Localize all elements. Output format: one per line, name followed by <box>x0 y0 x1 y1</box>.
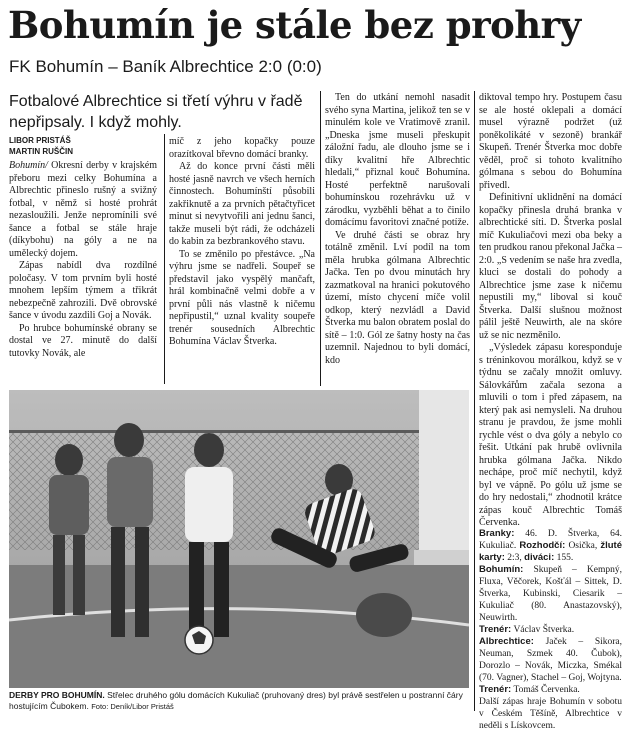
paragraph: „Výsledek zápasu koresponduje s tréninkovou morálkou, když se v týdnu se začaly množit omluvy. Sálovkářům začala sezona a mluvili o tom i před zápasem, na který pak asi nemysleli. Na druhou stranu je pravdou, že jsme mohli rychle vést o dva góly a nebylo co řešit. Utkání pak hrubě ovlivnila hrubka gólmana Jačka. Nikdo nechápe, proč míč nechytil, když byl ve vápně. Po gólu už jsme se do hry nedostali,“ zhodnotil krátce zápas kouč Albrechtic Tomáš Červenka. <box>479 342 622 528</box>
paragraph: Zápas nabídl dva rozdílné poločasy. V tom prvním byli hosté mnohem lepším týmem a třikrát nebezpečně zahrozili. Dvě obrovské šance v úvodu zazdili Goj a Novák. <box>9 260 157 321</box>
article-column-3 <box>325 92 470 367</box>
paragraph: diktoval tempo hry. Postupem času se ale hosté oklepali a domácí musel výrazně podržet (už poněkolikáté v sezoně) brankář Skupeň. Trenér Štverka moc dobře věděl, proč si tohoto kvalitního gólmana s sebou do Bohumína přivedl. <box>479 92 622 191</box>
author-name: MARTIN RUŠČIN <box>9 147 73 156</box>
paragraph: Definitivní uklidnění na domácí kopačky přinesla druhá branka v albrechtické síti. D. Štverka poslal míč Kukuliačovi mezi oba beky a ten prudkou ranou překonal Jačka – 2:0. „S vedením se naše hra zvedla, kluci se dostali do pohody a Albrechtice jsme zase k ničemu nepustili my,“ liboval si kouč Štverka. Další slušnou možnost pálil ještě Neuwirth, ale na skóre už se nic nezměnilo. <box>479 192 623 341</box>
author-byline <box>9 135 73 157</box>
paragraph: Po hrubce bohumínské obrany se dostal ve 27. minutě do další tutovky Novák, ale <box>9 322 157 359</box>
match-photo <box>9 390 469 688</box>
article-column-2 <box>169 136 315 349</box>
paragraph: Ten do utkání nemohl nasadit svého syna Martina, jelikož ten se v minulém kole ve Vratimově zranil. „Dneska jsme museli přeskupit záložní řadu, ale dlouho jsme se i díky kvalitní hře Albrechtic hledali,“ přiznal kouč Bohumína. Hosté perfektně narušovali bohumínskou rozehrávku už v zárodku, vyzběhli běhat a to činilo domácímu favoritovi značné potíže. <box>325 92 470 228</box>
column-divider <box>474 91 475 711</box>
home-lineup: Bohumín: Skupeň – Kempný, Fluxa, Věčorek, Košťál – Sittek, D. Štverka, Kubinski, Ciesarik – Kukuliač (80. Anastazovský), Neuwirth. <box>479 564 622 623</box>
match-result-subhead: FK Bohumín – Baník Albrechtice 2:0 (0:0) <box>9 57 322 76</box>
headline: Bohumín je stále bez prohry <box>8 3 581 47</box>
away-lineup: Albrechtice: Jaček – Sikora, Neuman, Szmek 40. Čubok), Dorozlo – Novák, Miczka, Smékal (70. Vagner), Stachel – Goj, Wojtyna. <box>479 636 622 683</box>
paragraph: Ve druhé části se obraz hry totálně změnil. Lví podíl na tom měla hrubka gólmana Albrechtic Jačka. Ten po dvou minutách hry zazmatkoval na hranici pokutového území, místo chycení míče volil odkop, který nezvládl a David Štverka mu balon obratem poslal do sítě – 1:0. Gól ze šatny hosty na čas uzemnil. Najednou to byli domácí, kdo <box>325 229 470 366</box>
dateline: Bohumín/ <box>9 160 48 171</box>
paragraph: míč z jeho kopačky pouze orazítkoval břevno domácí branky. <box>169 136 315 160</box>
home-coach: Trenér: Václav Štverka. <box>479 624 575 635</box>
author-name: LIBOR PRISTÁŠ <box>9 136 71 145</box>
column-divider <box>320 91 321 386</box>
article-column-1 <box>9 160 157 360</box>
photo-credit: Foto: Deník/Libor Pristáš <box>91 702 174 711</box>
goals-line: Branky: 46. D. Štverka, 64. Kukuliač. Rozhodčí: Osička, žluté karty: 2:3, diváci: 155. <box>479 528 622 563</box>
match-facts <box>479 528 622 732</box>
column-divider <box>164 134 165 384</box>
paragraph: Až do konce první části měli hosté jasně navrch ve všech herních činnostech. Bohumínští působili zakřiknutě a za prvních pětačtyřicet minut si nevytvořili ani jednu šanci, takže museli být rádi, že odcházeli do kabin za bezbrankového stavu. <box>169 161 315 247</box>
away-coach: Trenér: Tomáš Červenka. <box>479 684 580 695</box>
caption-text: Střelec druhého gólu domácích Kukuliač (pruhovaný dres) byl právě sestřelen u postranní čáry hostujícím Čubokem. <box>9 690 463 711</box>
photo-illustration <box>9 390 469 688</box>
caption-kicker: DERBY PRO BOHUMÍN. <box>9 690 105 700</box>
paragraph: Bohumín/ Okresní derby v krajském přeboru mezi celky Bohumína a Albrechtic přineslo rušný a svižný fotbal, v němž si hosté prohrát nezasloužili. Jenže nepromínili své šance a fotbal se stále hraje (díkybohu) na góly a ne na umělecký dojem. <box>9 160 158 259</box>
article-column-4 <box>479 92 622 530</box>
next-match: Další zápas hraje Bohumín v sobotu v Českém Těšíně, Albrechtice v neděli s Lískovcem. <box>479 697 622 731</box>
photo-caption <box>9 690 469 712</box>
paragraph: To se změnilo po přestávce. „Na výhru jsme se nadřeli. Soupeř se představil jako vyspělý mančaft, hrál kombinačně velmi dobře a v první půli nás vlastně k ničemu nepřipustil,“ uznal kvality soupeře trenér sousedních Albrechtic Bohumína Václav Štverka. <box>169 248 315 347</box>
perex: Fotbalové Albrechtice si třetí výhru v řadě nepřipsaly. I když mohly. <box>9 93 303 131</box>
